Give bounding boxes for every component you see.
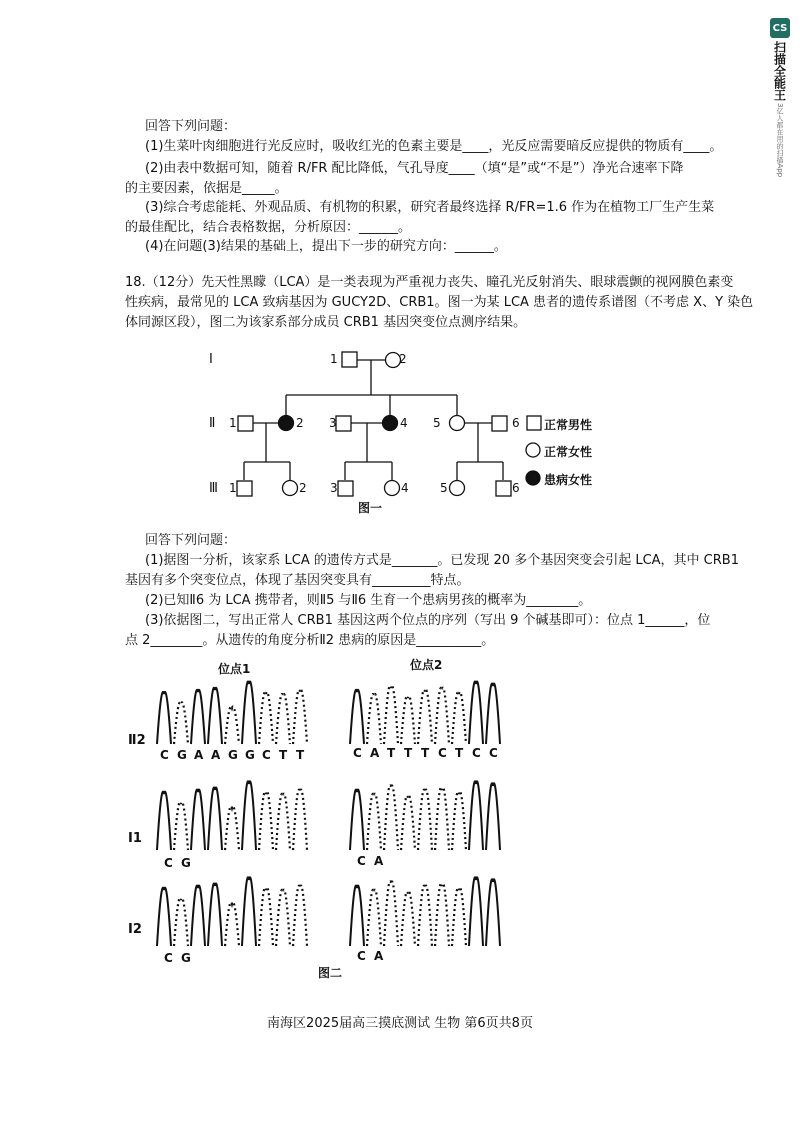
base-letter: C xyxy=(353,746,362,760)
base-letter: A xyxy=(370,746,380,760)
solid-peak xyxy=(157,888,171,946)
base-letter: A xyxy=(194,748,204,762)
dotted-peak xyxy=(293,690,307,744)
figure1-caption: 图一 xyxy=(358,501,383,515)
dotted-peak xyxy=(367,794,381,850)
base-letter: C xyxy=(160,748,169,762)
legend-affected-symbol xyxy=(526,471,540,485)
text-line: (3)综合考虑能耗、外观品质、有机物的积累，研究者最终选择 R/FR=1.6 作为在植物工厂生产生菜 xyxy=(145,200,715,215)
male-II6 xyxy=(492,416,507,431)
text-line: 18.（12分）先天性黑矇（LCA）是一类表现为严重视力丧失、瞳孔光反射消失、眼球震颤的视网膜色素变 xyxy=(125,275,734,290)
individual-number: 5 xyxy=(440,481,448,495)
female-III4 xyxy=(385,481,400,496)
base-letter: C xyxy=(164,856,173,870)
generation-label: Ⅱ xyxy=(209,416,216,431)
cs-logo-icon: CS xyxy=(770,18,790,38)
dotted-peak xyxy=(384,785,398,850)
male-III1 xyxy=(237,481,252,496)
affected-female-II4 xyxy=(383,416,398,431)
individual-number: 6 xyxy=(512,416,520,430)
text-line: (2)由表中数据可知，随着 R/FR 配比降低，气孔导度____（填“是”或“不是”）净光合速率下降 xyxy=(145,161,684,176)
base-letter: T xyxy=(279,748,288,762)
text-line: 基因有多个突变位点，体现了基因突变具有_________特点。 xyxy=(125,573,470,588)
dotted-peak xyxy=(418,790,432,850)
solid-peak xyxy=(469,682,483,745)
male-II1 xyxy=(238,416,253,431)
base-letter: C xyxy=(262,748,271,762)
dotted-peak xyxy=(367,694,381,744)
solid-peak xyxy=(486,783,500,850)
individual-number: 1 xyxy=(330,352,338,366)
individual-number: 2 xyxy=(299,481,307,495)
text-line: 的主要因素，依据是_____。 xyxy=(125,181,288,196)
text-line: (2)已知Ⅱ6 为 LCA 携带者，则Ⅱ5 与Ⅱ6 生育一个患病男孩的概率为________。 xyxy=(145,593,592,608)
figure2-caption: 图二 xyxy=(318,966,343,980)
base-letter: C xyxy=(438,746,447,760)
base-letter: C xyxy=(164,951,173,965)
page-footer: 南海区2025届高三摸底测试 生物 第6页共8页 xyxy=(267,1016,533,1031)
chromatograms xyxy=(157,682,500,947)
base-letter: A xyxy=(211,748,221,762)
generation-label: Ⅰ xyxy=(209,352,213,367)
solid-peak xyxy=(242,682,256,745)
dotted-peak xyxy=(174,802,188,850)
individual-number: 3 xyxy=(330,481,338,495)
solid-peak xyxy=(191,790,205,850)
individual-number: 2 xyxy=(399,352,407,366)
male-III6 xyxy=(496,481,511,496)
base-letter: G xyxy=(228,748,238,762)
dotted-peak xyxy=(259,792,273,850)
female-II5 xyxy=(450,416,465,431)
dotted-peak xyxy=(174,702,188,744)
base-letter: C xyxy=(357,854,366,868)
dotted-peak xyxy=(401,796,415,850)
solid-peak xyxy=(157,692,171,744)
solid-peak xyxy=(191,886,205,946)
dotted-peak xyxy=(435,788,449,851)
affected-female-II2 xyxy=(279,416,294,431)
dotted-peak xyxy=(452,888,466,946)
individual-number: 2 xyxy=(296,416,304,430)
dotted-peak xyxy=(418,690,432,744)
legend-label: 患病女性 xyxy=(544,473,593,487)
row-label: Ⅰ1 xyxy=(128,831,142,846)
solid-peak xyxy=(157,792,171,850)
base-letter: G xyxy=(181,951,191,965)
female-III5 xyxy=(450,481,465,496)
text-line: 点 2________。从遗传的角度分析Ⅱ2 患病的原因是__________。 xyxy=(125,633,495,648)
individual-number: 5 xyxy=(433,416,441,430)
base-letter: G xyxy=(245,748,255,762)
text-line: 回答下列问题： xyxy=(145,119,237,134)
dotted-peak xyxy=(225,806,239,850)
dotted-peak xyxy=(384,686,398,744)
dotted-peak xyxy=(401,892,415,946)
dotted-peak xyxy=(367,890,381,946)
solid-peak xyxy=(350,886,364,946)
base-letter: C xyxy=(489,746,498,760)
generation-label: Ⅲ xyxy=(209,481,218,496)
individual-number: 4 xyxy=(400,416,408,430)
text-line: 的最佳配比，结合表格数据，分析原因：______。 xyxy=(125,220,412,235)
legend-male-symbol xyxy=(527,416,541,430)
row-label: Ⅱ2 xyxy=(128,733,146,748)
base-letter: T xyxy=(455,746,464,760)
solid-peak xyxy=(486,684,500,744)
individual-number: 1 xyxy=(229,481,237,495)
dotted-peak xyxy=(401,696,415,744)
dotted-peak xyxy=(276,890,290,946)
dotted-peak xyxy=(435,688,449,744)
text-line: 性疾病，最常见的 LCA 致病基因为 GUCY2D、CRB1。图一为某 LCA 患者的遗传系谱图（不考虑 X、Y 染色 xyxy=(125,295,754,310)
solid-peak xyxy=(469,781,483,850)
base-letter: T xyxy=(387,746,396,760)
watermark-title: 扫描全能王 xyxy=(772,41,787,101)
base-letter: T xyxy=(296,748,305,762)
solid-peak xyxy=(242,781,256,850)
base-letter: T xyxy=(404,746,413,760)
base-letter: A xyxy=(374,854,384,868)
site1-label: 位点1 xyxy=(218,662,251,676)
dotted-peak xyxy=(276,794,290,850)
individual-number: 4 xyxy=(401,481,409,495)
row-label: Ⅰ2 xyxy=(128,922,142,937)
legend-label: 正常男性 xyxy=(544,418,593,432)
dotted-peak xyxy=(259,888,273,946)
solid-peak xyxy=(208,688,222,744)
dotted-peak xyxy=(225,902,239,946)
solid-peak xyxy=(350,690,364,744)
solid-peak xyxy=(208,788,222,851)
dotted-peak xyxy=(225,707,239,745)
solid-peak xyxy=(208,884,222,947)
dotted-peak xyxy=(174,898,188,946)
dotted-peak xyxy=(293,886,307,946)
individual-number: 6 xyxy=(512,481,520,495)
watermark-subtitle: 3亿人都在用的扫描App xyxy=(776,103,784,178)
base-letter: T xyxy=(421,746,430,760)
solid-peak xyxy=(242,877,256,946)
dotted-peak xyxy=(384,881,398,946)
dotted-peak xyxy=(435,884,449,947)
dotted-peak xyxy=(418,886,432,946)
female-III2 xyxy=(283,481,298,496)
text-line: 体同源区段），图二为该家系部分成员 CRB1 基因突变位点测序结果。 xyxy=(125,315,527,330)
male-III3 xyxy=(338,481,353,496)
solid-peak xyxy=(191,690,205,744)
base-letter: C xyxy=(357,949,366,963)
male-II3 xyxy=(336,416,351,431)
base-letter: G xyxy=(177,748,187,762)
pedigree-symbols xyxy=(237,352,541,496)
legend-female-symbol xyxy=(526,443,540,457)
base-letter: A xyxy=(374,949,384,963)
text-line: (1)生菜叶肉细胞进行光反应时，吸收红光的色素主要是____，光反应需要暗反应提供的物质有____。 xyxy=(145,139,723,154)
dotted-peak xyxy=(293,790,307,850)
dotted-peak xyxy=(452,792,466,850)
base-letter: G xyxy=(181,856,191,870)
male-I1 xyxy=(342,352,357,367)
dotted-peak xyxy=(452,692,466,744)
text-line: (4)在问题(3)结果的基础上，提出下一步的研究方向：______。 xyxy=(145,239,507,254)
dotted-peak xyxy=(276,694,290,744)
solid-peak xyxy=(469,877,483,946)
dotted-peak xyxy=(259,692,273,744)
site2-label: 位点2 xyxy=(410,658,443,672)
text-line: (3)依据图二，写出正常人 CRB1 基因这两个位点的序列（写出 9 个碱基即可）：位点 1______，位 xyxy=(145,613,711,628)
individual-number: 1 xyxy=(229,416,237,430)
text-line: 回答下列问题： xyxy=(145,533,237,548)
solid-peak xyxy=(350,790,364,850)
base-letter: C xyxy=(472,746,481,760)
legend-label: 正常女性 xyxy=(544,445,593,459)
text-line: (1)据图一分析，该家系 LCA 的遗传方式是_______。已发现 20 多个基因突变会引起 LCA，其中 CRB1 xyxy=(145,553,739,568)
solid-peak xyxy=(486,879,500,946)
individual-number: 3 xyxy=(329,416,337,430)
